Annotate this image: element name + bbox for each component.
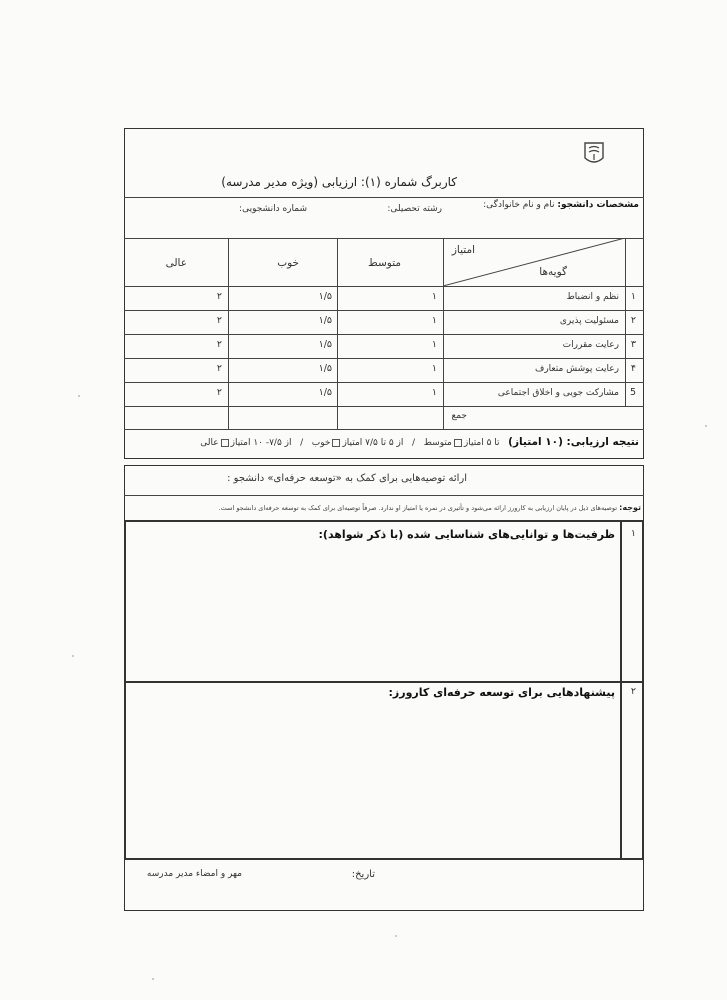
result-excellent-range: از ۷/۵- ۱۰ امتیاز xyxy=(230,438,292,448)
result-good-name: خوب xyxy=(311,438,331,448)
suggestions-area[interactable] xyxy=(130,706,614,854)
scan-speck xyxy=(705,425,707,427)
row-average: ۱ xyxy=(431,315,437,326)
scan-speck xyxy=(72,655,74,657)
checkbox-good[interactable] xyxy=(332,439,340,447)
name-label: نام و نام خانوادگی: xyxy=(483,200,555,210)
scan-speck xyxy=(152,978,154,980)
note-label: توجه: xyxy=(619,503,641,512)
student-info-label: مشخصات دانشجو: xyxy=(557,200,639,210)
checkbox-average[interactable] xyxy=(454,439,462,447)
scan-speck xyxy=(78,395,80,397)
seal-logo-icon xyxy=(583,141,605,167)
result-label: نتیجه ارزیابی: (۱۰ امتیاز) xyxy=(508,436,639,448)
row-average: ۱ xyxy=(431,387,437,398)
row-good: ۱/۵ xyxy=(318,339,332,350)
row-excellent: ۲ xyxy=(216,387,222,398)
row-number: ۳ xyxy=(630,339,636,350)
field-label: رشته تحصیلی: xyxy=(387,204,442,214)
row-label: مسئولیت پذیری xyxy=(559,316,619,326)
note-text: توصیه‌های ذیل در پایان ارزیابی به کارورز ارائه می‌شود و تأثیری در نمره یا امتیاز او ندارد. صرفاً توصیه‌ای برای کمک به توسعه حرفه‌ای دانشجو است. xyxy=(218,504,618,512)
row-label: مشارکت جویی و اخلاق اجتماعی xyxy=(497,388,619,398)
result-good-range: از ۵ تا ۷/۵ امتیاز xyxy=(342,438,404,448)
separator: / xyxy=(411,438,416,448)
date-label: تاریخ: xyxy=(351,869,375,880)
row-average: ۱ xyxy=(431,339,437,350)
result-average-range: تا ۵ امتیاز xyxy=(463,438,500,448)
result-average-name: متوسط xyxy=(423,438,452,448)
form-title: کاربرگ شماره (۱): ارزیابی (ویژه مدیر مدرسه) xyxy=(221,175,457,189)
row-good: ۱/۵ xyxy=(318,363,332,374)
row-number: ۱ xyxy=(630,291,636,302)
capabilities-label: ظرفیت‌ها و توانایی‌های شناسایی شده (با ذکر شواهد): xyxy=(318,528,615,541)
col-header-good: خوب xyxy=(277,257,299,269)
row-label: رعایت پوشش متعارف xyxy=(535,364,619,374)
item-number: ۲ xyxy=(630,686,636,697)
row-excellent: ۲ xyxy=(216,291,222,302)
col-header-average: متوسط xyxy=(368,257,401,269)
row-good: ۱/۵ xyxy=(318,315,332,326)
student-number-label: شماره دانشجویی: xyxy=(239,204,307,214)
corner-items: گویه‌ها xyxy=(539,266,567,278)
row-excellent: ۲ xyxy=(216,315,222,326)
suggestions-label: پیشنهادهایی برای توسعه حرفه‌ای کارورز: xyxy=(388,686,615,699)
note xyxy=(219,503,641,512)
separator: / xyxy=(300,438,304,448)
student-info xyxy=(483,200,639,210)
row-good: ۱/۵ xyxy=(318,291,332,302)
item-number: ۱ xyxy=(630,528,636,539)
row-number: ۲ xyxy=(630,315,636,326)
sum-label: جمع xyxy=(451,411,467,421)
result-excellent-name: عالی xyxy=(200,438,219,448)
row-label: نظم و انضباط xyxy=(566,292,619,302)
corner-score: امتیاز xyxy=(451,244,475,256)
capabilities-area[interactable] xyxy=(130,548,614,676)
row-number: ۴ xyxy=(630,363,636,374)
checkbox-excellent[interactable] xyxy=(221,439,229,447)
recommend-title: ارائه توصیه‌هایی برای کمک به «توسعه حرفه‌ای» دانشجو : xyxy=(227,473,467,484)
row-excellent: ۲ xyxy=(216,363,222,374)
col-header-excellent: عالی xyxy=(165,257,187,269)
row-number: 5 xyxy=(629,387,636,398)
row-average: ۱ xyxy=(431,291,437,302)
evaluation-result xyxy=(200,436,639,448)
row-excellent: ۲ xyxy=(216,339,222,350)
row-good: ۱/۵ xyxy=(318,387,332,398)
row-label: رعایت مقررات xyxy=(562,340,619,350)
row-average: ۱ xyxy=(431,363,437,374)
scan-speck xyxy=(395,935,397,937)
signature-label: مهر و امضاء مدیر مدرسه xyxy=(146,869,242,879)
